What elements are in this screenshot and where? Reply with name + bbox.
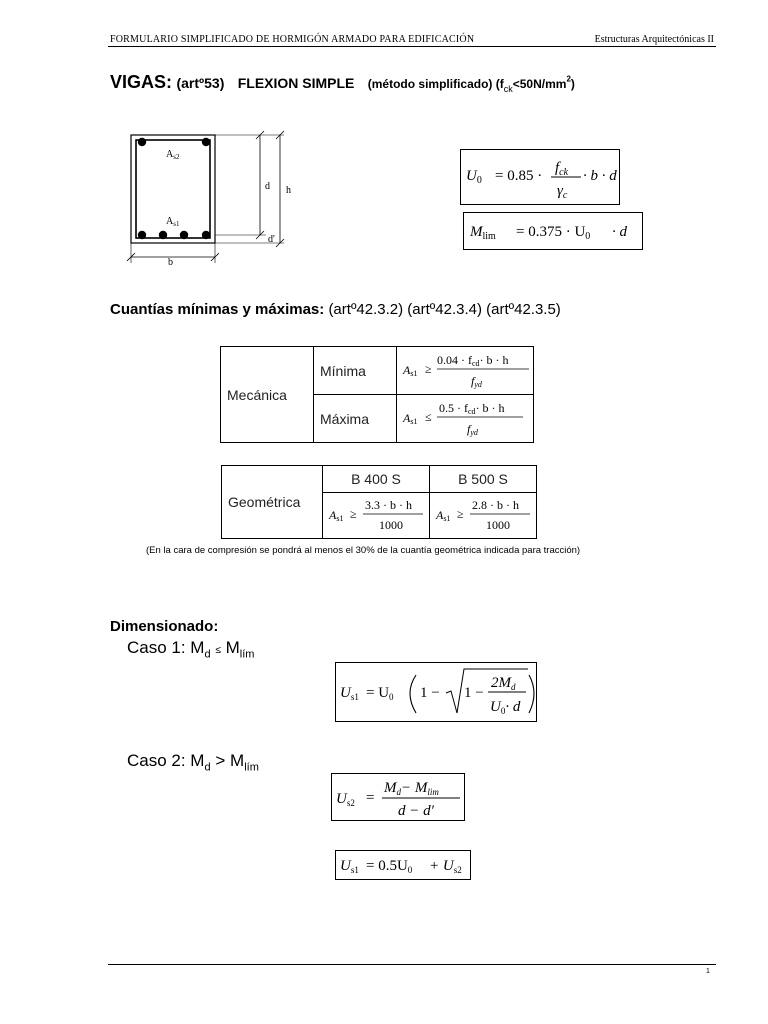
title-limit: <50N/mm [512,77,567,91]
cell-b400-formula [323,493,430,539]
cuantias-heading-text: Cuantías mínimas y máximas: [110,301,325,318]
cell-geometrica: Geométrica [222,466,323,539]
footer-rule [108,964,716,965]
cell-b500-formula [430,493,537,539]
label-as2: $A_{s2}$ [166,149,180,161]
top-rebar [202,138,210,146]
caso1-mlim-sub: lím [239,648,255,661]
cell-max-formula [397,395,534,443]
label-h: h [286,185,291,196]
g400-denominator: 1000 [379,518,403,532]
cell-b500-header: B 500 S [430,466,537,493]
cuantias-article-refs: (artº42.3.2) (artº42.3.4) (artº42.3.5) [328,301,561,318]
label-d: d [265,181,270,192]
title-article: (artº53) [176,75,225,91]
as-symbol: As1 [403,363,418,378]
caso1-mlim: M [225,638,240,657]
f1-one: 1 − [420,685,440,701]
caso2-mlim-sub: lím [244,761,259,774]
as-symbol: As1 [403,411,418,426]
formula-u0-tail: · b · d [583,168,617,184]
formula-mlim-tail: · d [612,224,627,240]
cell-min-formula [397,347,534,395]
formula-u0-lhs: $U_0$ [466,168,482,186]
max-denominator: fyd [467,422,478,437]
close-paren [529,675,534,713]
f2-eq: = [366,790,375,806]
f3-rhs: = $0.5U_0$ [366,858,413,875]
f1-inner: 1 − [464,685,484,701]
header-course-name: Estructuras Arquitectónicas II [594,34,714,45]
formula-geom-b400 [323,493,429,535]
bottom-rebar [159,231,167,239]
f1-num: $2M_d$ [491,675,516,692]
compression-note: (En la cara de compresión se pondrá al menos el 30% de la cuantía geométrica indicada para tracción) [146,545,581,556]
formula-u0-num: $f_{ck}$ [555,160,569,178]
formula-us1-caso2 [335,850,471,880]
f3-lhs: $U_{s1}$ [340,858,359,875]
f3-tail: + $U_{s2}$ [429,858,462,875]
formula-u0 [460,149,620,205]
leq-symbol: ≤ [425,410,432,424]
label-dprime: d' [268,234,275,245]
page-title [110,72,575,94]
formula-min-mecanica [397,347,533,391]
formula-geom-b500 [430,493,536,535]
bottom-rebar [180,231,188,239]
formula-us1-caso1 [335,662,537,722]
g400-numerator: 3.3 · b · h [365,498,412,512]
max-numerator: 0.5 · fcd· b · h [439,401,505,416]
formula-mlim-lhs: $M_{lim}$ [470,224,496,242]
formula-mlim-rhs: = $0.375 \cdot U_0$ [516,224,591,242]
g500-numerator: 2.8 · b · h [472,498,519,512]
title-close: ) [570,77,575,91]
f1-lhs: $U_{s1}$ [340,685,359,702]
title-fck-sub: ck [503,84,513,95]
bottom-rebar [138,231,146,239]
table-geometrica [221,465,537,539]
section-cuantias-heading [110,301,561,318]
formula-us2 [331,773,465,821]
section-dimensionado-heading: Dimensionado: [110,618,219,635]
formula-u0-den: $\gamma_c$ [557,183,568,201]
caso1-operator: ≤ [215,645,221,656]
f2-num: $M_d- M_{lim}$ [384,780,439,797]
geq-symbol: ≥ [350,507,357,521]
caso1-sub: d [204,648,211,661]
caso1-label [127,638,254,660]
label-as1: $A_{s1}$ [166,216,180,228]
title-exponent: 2 [566,74,571,84]
as-symbol: As1 [329,508,344,523]
open-paren [410,675,416,713]
header-rule [108,46,716,47]
title-vigas: VIGAS: [110,72,173,92]
bottom-rebar [202,231,210,239]
formula-max-mecanica [397,395,533,439]
f1-eq: = $U_0$ [366,685,394,702]
caso2-label [127,751,259,773]
geq-symbol: ≥ [425,362,432,376]
g500-denominator: 1000 [486,518,510,532]
f2-lhs: $U_{s2}$ [336,791,355,808]
top-rebar [138,138,146,146]
caso2-sub: d [204,761,211,774]
title-flexion: FLEXION SIMPLE [237,75,355,91]
formula-u0-eq: = 0.85 · [495,168,543,184]
caso2-mlim: M [230,751,245,770]
caso2-operator: > [215,751,226,770]
title-method: (método simplificado) (f [367,77,504,91]
f1-den: $U_0\cdot d$ [490,699,521,716]
as-symbol: As1 [436,508,451,523]
min-denominator: fyd [471,374,482,389]
min-numerator: 0.04 · fcd· b · h [437,353,509,368]
header-document-title: FORMULARIO SIMPLIFICADO DE HORMIGÓN ARMADO PARA EDIFICACIÓN [110,34,475,45]
page-number: 1 [706,968,710,975]
cell-minima: Mínima [314,347,397,395]
geq-symbol: ≥ [457,507,464,521]
cell-b400-header: B 400 S [323,466,430,493]
label-b: b [168,257,173,268]
caso1-text: Caso 1: M [127,638,205,657]
caso2-text: Caso 2: M [127,751,205,770]
cell-mecanica: Mecánica [221,347,314,443]
cell-maxima: Máxima [314,395,397,443]
f2-den: d − d′ [398,803,434,819]
formula-mlim [463,212,643,250]
beam-section-diagram [120,125,310,270]
table-mecanica [220,346,534,443]
